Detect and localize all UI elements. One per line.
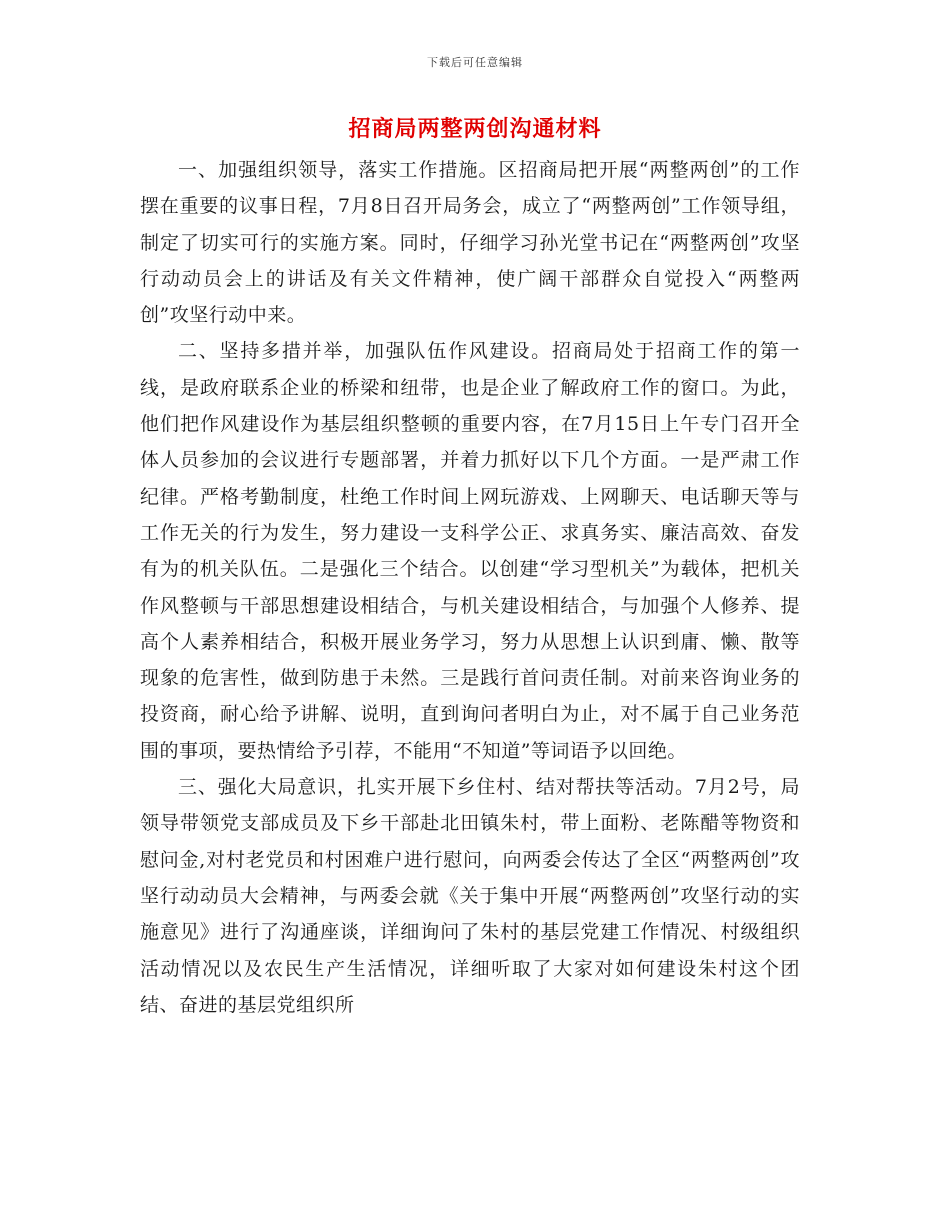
- document-body: [140, 152, 800, 1023]
- document-title: 招商局两整两创沟通材料: [348, 116, 602, 142]
- paragraph-3: 三、强化大局意识，扎实开展下乡住村、结对帮扶等活动。7月2号，局领导带领党支部成员及下乡干部赴北田镇朱村，带上面粉、老陈醋等物资和慰问金,对村老党员和村困难户进行慰问，向两委会传达了全区“两整两创”攻坚行动动员大会精神，与两委会就《关于集中开展“两整两创”攻坚行动的实施意见》进行了沟通座谈，详细询问了朱村的基层党建工作情况、村级组织活动情况以及农民生产生活情况，详细听取了大家对如何建设朱村这个团结、奋进的基层党组织所: [140, 776, 800, 1016]
- header-note: 下载后可任意编辑: [427, 56, 523, 69]
- paragraph-1: 一、加强组织领导，落实工作措施。区招商局把开展“两整两创”的工作摆在重要的议事日程，7月8日召开局务会，成立了“两整两创”工作领导组，制定了切实可行的实施方案。同时，仔细学习孙光堂书记在“两整两创”攻坚行动动员会上的讲话及有关文件精神，使广阔干部群众自觉投入“两整两创”攻坚行动中来。: [140, 159, 800, 327]
- paragraph-2: 二、坚持多措并举，加强队伍作风建设。招商局处于招商工作的第一线，是政府联系企业的桥梁和纽带，也是企业了解政府工作的窗口。为此，他们把作风建设作为基层组织整顿的重要内容，在7月15日上午专门召开全体人员参加的会议进行专题部署，并着力抓好以下几个方面。一是严肃工作纪律。严格考勤制度，杜绝工作时间上网玩游戏、上网聊天、电话聊天等与工作无关的行为发生，努力建设一支科学公正、求真务实、廉洁高效、奋发有为的机关队伍。二是强化三个结合。以创建“学习型机关”为载体，把机关作风整顿与干部思想建设相结合，与机关建设相结合，与加强个人修养、提高个人素养相结合，积极开展业务学习，努力从思想上认识到庸、懒、散等现象的危害性，做到防患于未然。三是践行首问责任制。对前来咨询业务的投资商，耐心给予讲解、说明，直到询问者明白为止，对不属于自己业务范围的事项，要热情给予引荐，不能用“不知道”等词语予以回绝。: [140, 340, 800, 762]
